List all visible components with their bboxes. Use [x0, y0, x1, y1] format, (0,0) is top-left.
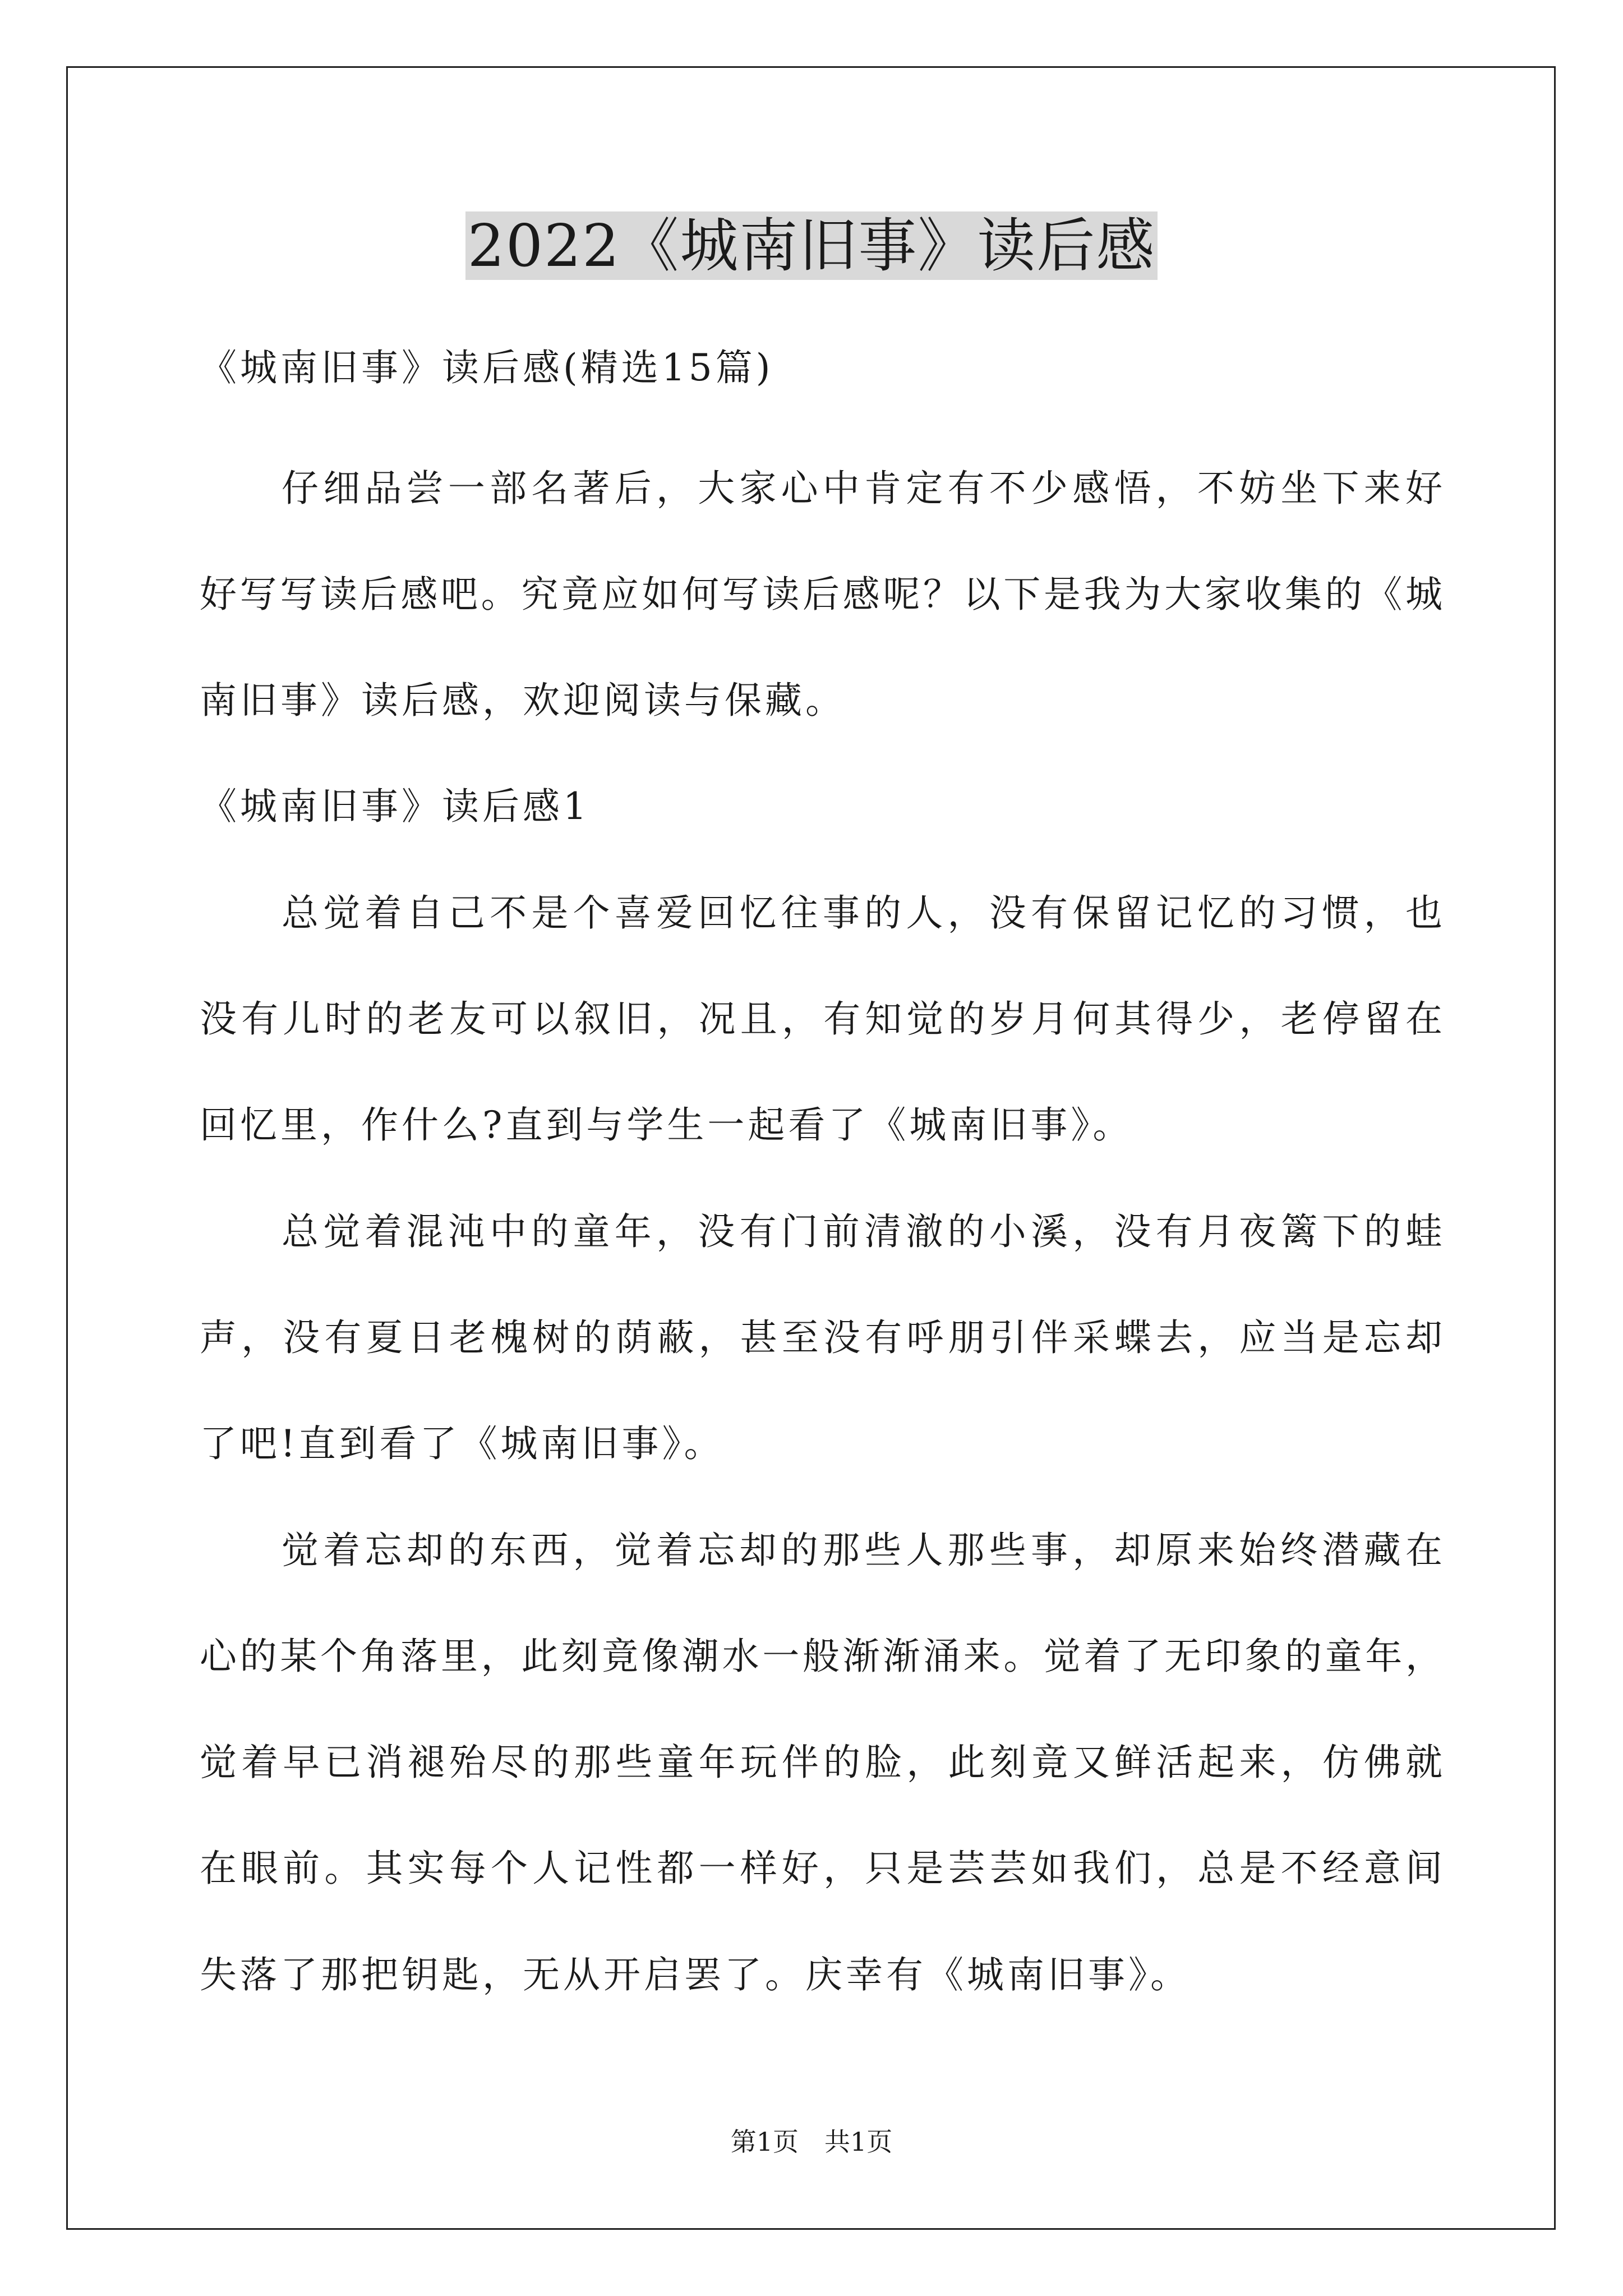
paragraph-line: 觉着忘却的东西，觉着忘却的那些人那些事，却原来始终潜藏在: [282, 1529, 1442, 1572]
paragraph-line: 总觉着自己不是个喜爱回忆往事的人，没有保留记忆的习惯，也: [282, 891, 1442, 935]
paragraph-line: 失落了那把钥匙，无从开启罢了。庆幸有《城南旧事》。: [200, 1953, 1191, 1996]
paragraph-line: 回忆里，作什么?直到与学生一起看了《城南旧事》。: [200, 1103, 1133, 1147]
paragraph-line: 好写写读后感吧。究竟应如何写读后感呢？以下是我为大家收集的《城: [200, 573, 1442, 616]
paragraph-line: 《城南旧事》读后感(精选15篇): [200, 346, 774, 389]
paragraph-line: 心的某个角落里，此刻竟像潮水一般渐渐涌来。觉着了无印象的童年，: [200, 1635, 1442, 1678]
paragraph-line: 总觉着混沌中的童年，没有门前清澈的小溪，没有月夜篱下的蛙: [282, 1210, 1442, 1253]
page-footer: 第1页 共1页: [730, 2127, 893, 2157]
paragraph-line: 声，没有夏日老槐树的荫蔽，甚至没有呼朋引伴采蝶去，应当是忘却: [200, 1316, 1442, 1359]
paragraph-line: 没有儿时的老友可以叙旧，况且，有知觉的岁月何其得少，老停留在: [200, 997, 1442, 1041]
paragraph-line: 在眼前。其实每个人记性都一样好，只是芸芸如我们，总是不经意间: [200, 1847, 1442, 1890]
paragraph-line: 仔细品尝一部名著后，大家心中肯定有不少感悟，不妨坐下来好: [282, 467, 1442, 510]
document-title-text: 2022《城南旧事》读后感: [465, 211, 1158, 280]
paragraph-line: 《城南旧事》读后感1: [200, 785, 590, 828]
paragraph-line: 南旧事》读后感，欢迎阅读与保藏。: [200, 679, 846, 722]
document-title: [0, 206, 1623, 285]
paragraph-line: 了吧!直到看了《城南旧事》。: [200, 1422, 725, 1465]
paragraph-line: 觉着早已消褪殆尽的那些童年玩伴的脸，此刻竟又鲜活起来，仿佛就: [200, 1741, 1442, 1784]
